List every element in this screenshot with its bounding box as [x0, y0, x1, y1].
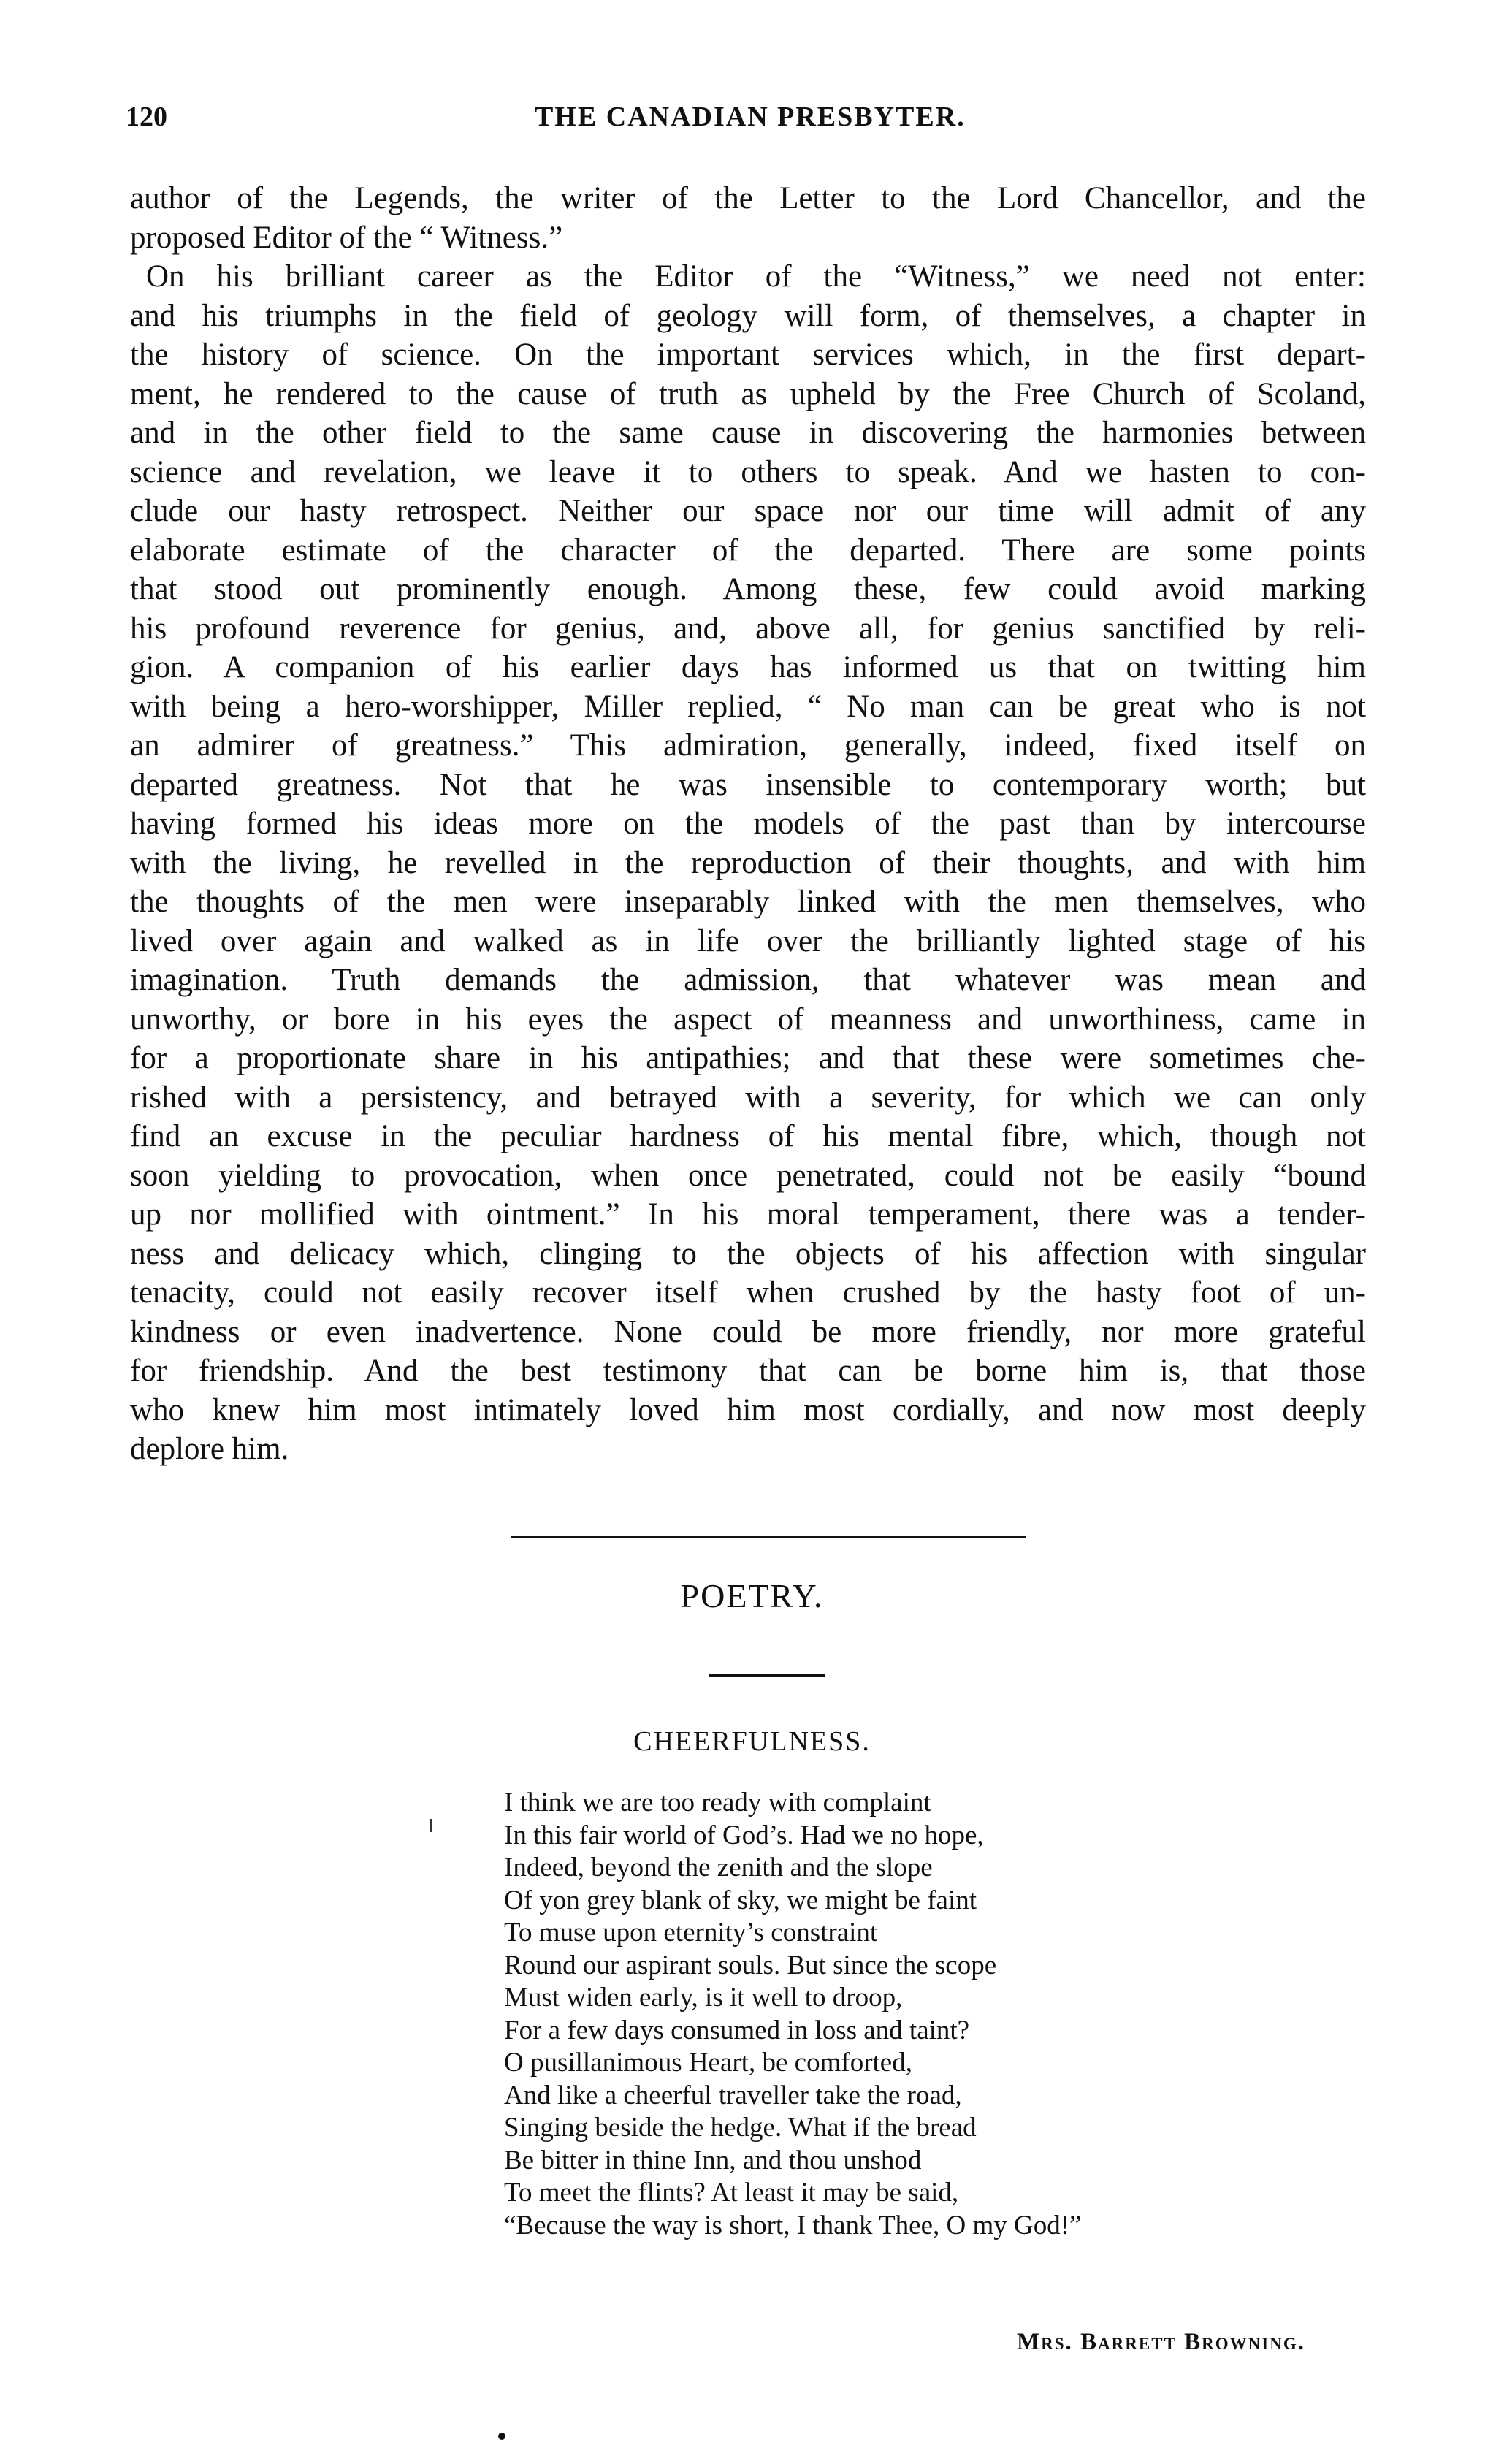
prose-line: rished with a persistency, and betrayed with a severity, for which we can only [130, 1080, 1366, 1115]
prose-line: who knew him most intimately loved him most cordially, and now most deeply [130, 1392, 1366, 1427]
prose-line: having formed his ideas more on the models of the past than by intercourse [130, 806, 1366, 841]
poem-line: Must widen early, is it well to droop, [504, 1983, 903, 2013]
poem-attribution: Mrs. Barrett Browning. [1017, 2329, 1305, 2355]
prose-line: with being a hero-worshipper, Miller replied, “ No man can be great who is not [130, 689, 1366, 724]
prose-line: that stood out prominently enough. Among these, few could avoid marking [130, 572, 1366, 606]
prose-line: for friendship. And the best testimony that can be borne him is, that those [130, 1354, 1366, 1388]
prose-line: deplore him. [130, 1432, 289, 1466]
poem-line: Be bitter in thine Inn, and thou unshod [504, 2145, 922, 2175]
poem-line: Singing beside the hedge. What if the bread [504, 2113, 977, 2143]
prose-line: author of the Legends, the writer of the Letter to the Lord Chancellor, and the [130, 181, 1366, 215]
poem-line: For a few days consumed in loss and taint? [504, 2015, 970, 2045]
poem-line: O pusillanimous Heart, be comforted, [504, 2048, 912, 2078]
prose-line: elaborate estimate of the character of the departed. There are some points [130, 533, 1366, 568]
prose-line: proposed Editor of the “ Witness.” [130, 220, 563, 255]
poem-line: To meet the flints? At least it may be said, [504, 2178, 959, 2208]
poem-line: And like a cheerful traveller take the road, [504, 2080, 962, 2110]
section-divider [511, 1536, 1026, 1538]
prose-line: and his triumphs in the field of geology will form, of themselves, a chapter in [130, 298, 1366, 333]
prose-line: an admirer of greatness.” This admiration, generally, indeed, fixed itself on [130, 728, 1366, 763]
prose-line: tenacity, could not easily recover itself when crushed by the hasty foot of un- [130, 1275, 1366, 1310]
prose-line: imagination. Truth demands the admission, that whatever was mean and [130, 963, 1366, 997]
poem-line: Indeed, beyond the zenith and the slope [504, 1853, 933, 1883]
prose-line: departed greatness. Not that he was insensible to contemporary worth; but [130, 767, 1366, 802]
prose-line: On his brilliant career as the Editor of the “Witness,” we need not enter: [146, 259, 1366, 294]
prose-body [130, 179, 1366, 1469]
prose-line: ment, he rendered to the cause of truth as upheld by the Free Church of Scoland, [130, 376, 1366, 411]
prose-line: and in the other field to the same cause in discovering the harmonies between [130, 416, 1366, 450]
prose-line: kindness or even inadvertence. None could be more friendly, nor more grateful [130, 1314, 1366, 1349]
prose-line: soon yielding to provocation, when once penetrated, could not be easily “bound [130, 1158, 1366, 1193]
prose-line: the history of science. On the important services which, in the first depart- [130, 337, 1366, 372]
title-divider [709, 1674, 825, 1677]
prose-line: the thoughts of the men were inseparably linked with the men themselves, who [130, 885, 1366, 919]
poem-body [504, 1787, 1234, 2242]
poem-line: In this fair world of God’s. Had we no hope, [504, 1820, 984, 1850]
page-number: 120 [126, 102, 167, 132]
page-header [126, 101, 1367, 142]
prose-line: his profound reverence for genius, and, above all, for genius sanctified by reli- [130, 611, 1366, 646]
prose-line: science and revelation, we leave it to others to speak. And we hasten to con- [130, 454, 1366, 489]
prose-line: with the living, he revelled in the reproduction of their thoughts, and with him [130, 845, 1366, 880]
prose-line: find an excuse in the peculiar hardness of his mental fibre, which, though not [130, 1119, 1366, 1153]
poem-line: “Because the way is short, I thank Thee, O my God!” [504, 2210, 1082, 2240]
prose-line: ness and delicacy which, clinging to the objects of his affection with singular [130, 1236, 1366, 1271]
stray-mark [430, 1819, 432, 1832]
prose-line: gion. A companion of his earlier days has informed us that on twitting him [130, 650, 1366, 684]
section-title: POETRY. [680, 1577, 824, 1614]
stray-dot [498, 2433, 505, 2440]
running-head: THE CANADIAN PRESBYTER. [535, 102, 966, 132]
prose-line: unworthy, or bore in his eyes the aspect of meanness and unworthiness, came in [130, 1002, 1366, 1037]
poem-title: CHEERFULNESS. [633, 1726, 871, 1757]
poem-line: I think we are too ready with complaint [504, 1788, 931, 1818]
prose-line: lived over again and walked as in life over the brilliantly lighted stage of his [130, 923, 1366, 958]
poem-line: Round our aspirant souls. But since the scope [504, 1950, 997, 1980]
poem-line: To muse upon eternity’s constraint [504, 1918, 878, 1948]
prose-line: for a proportionate share in his antipathies; and that these were sometimes che- [130, 1041, 1366, 1075]
prose-line: up nor mollified with ointment.” In his moral temperament, there was a tender- [130, 1197, 1366, 1232]
prose-line: clude our hasty retrospect. Neither our space nor our time will admit of any [130, 494, 1366, 528]
poem-line: Of yon grey blank of sky, we might be faint [504, 1885, 977, 1915]
